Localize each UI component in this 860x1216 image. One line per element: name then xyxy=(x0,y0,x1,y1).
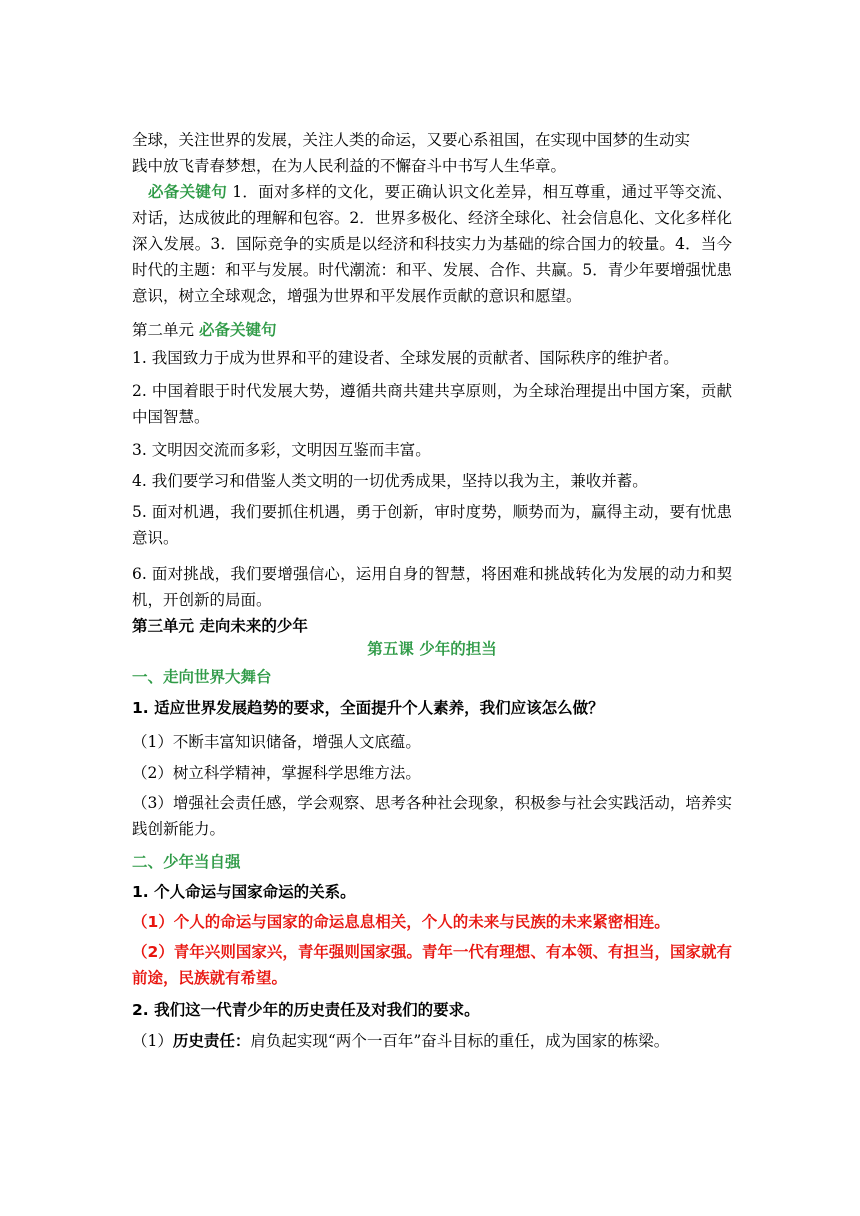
section-1-answer-3: （3）增强社会责任感，学会观察、思考各种社会现象，积极参与社会实践活动，培养实践创新能力。 xyxy=(132,794,732,838)
unit1-key-sentences xyxy=(132,179,732,309)
lesson-name: 少年的担当 xyxy=(419,640,497,658)
unit2-item-1: 1. 我国致力于成为世界和平的建设者、全球发展的贡献者、国际秩序的维护者。 xyxy=(132,349,679,367)
unit2-key-label: 必备关键句 xyxy=(198,321,277,339)
unit3-title: 第三单元 xyxy=(132,617,195,635)
intro-line-1: 全球，关注世界的发展，关注人类的命运，又要心系祖国，在实现中国梦的生动实 xyxy=(132,131,691,149)
section-2-answer-2: （2）青年兴则国家兴，青年强则国家强。青年一代有理想、有本领、有担当，国家就有前途，民族就有希望。 xyxy=(132,943,732,987)
lesson-title xyxy=(132,636,732,662)
section-2-heading: 二、少年当自强 xyxy=(132,853,241,871)
section-2-question-2: 2. 我们这一代青少年的历史责任及对我们的要求。 xyxy=(132,1001,480,1019)
answer-number: （1） xyxy=(132,1032,173,1050)
lesson-number: 第五课 xyxy=(367,640,414,658)
history-responsibility-label: 历史责任： xyxy=(172,1032,251,1050)
section-1-answer-2: （2）树立科学精神，掌握科学思维方法。 xyxy=(132,764,421,782)
unit1-key-text: 1．面对多样的文化，要正确认识文化差异，相互尊重，通过平等交流、对话，达成彼此的理解和包容。2．世界多极化、经济全球化、社会信息化、文化多样化深入发展。3．国际竞争的实质是以经济和科技实力为基础的综合国力的较量。4．当今时代的主题：和平与发展。时代潮流：和平、发展、合作、共赢。5．青少年要增强忧患意识，树立全球观念，增强为世界和平发展作贡献的意识和愿望。 xyxy=(132,183,732,305)
unit2-item-5: 5. 面对机遇，我们要抓住机遇，勇于创新，审时度势，顺势而为，赢得主动，要有忧患意识。 xyxy=(132,503,732,547)
section-1-question: 1. 适应世界发展趋势的要求，全面提升个人素养，我们应该怎么做？ xyxy=(132,699,604,717)
intro-line-2: 践中放飞青春梦想，在为人民利益的不懈奋斗中书写人生华章。 xyxy=(132,157,567,175)
section-2-question-1: 1. 个人命运与国家命运的关系。 xyxy=(132,883,356,901)
unit3-subtitle: 走向未来的少年 xyxy=(199,617,308,635)
section-2-answer-3 xyxy=(132,1028,732,1054)
unit2-item-4: 4. 我们要学习和借鉴人类文明的一切优秀成果，坚持以我为主，兼收并蓄。 xyxy=(132,472,648,490)
unit2-item-3: 3. 文明因交流而多彩，文明因互鉴而丰富。 xyxy=(132,441,431,459)
history-responsibility-text: 肩负起实现“两个一百年”奋斗目标的重任，成为国家的栋梁。 xyxy=(250,1032,670,1050)
section-1-answer-1: （1）不断丰富知识储备，增强人文底蕴。 xyxy=(132,733,421,751)
section-1-heading: 一、走向世界大舞台 xyxy=(132,668,272,686)
unit1-key-label: 必备关键句 xyxy=(148,183,228,201)
section-2-answer-1: （1）个人的命运与国家的命运息息相关，个人的未来与民族的未来紧密相连。 xyxy=(132,913,670,931)
unit2-item-2: 2. 中国着眼于时代发展大势，遵循共商共建共享原则，为全球治理提出中国方案，贡献中国智慧。 xyxy=(132,382,732,426)
unit2-title: 第二单元 xyxy=(132,321,195,339)
unit2-item-6: 6. 面对挑战，我们要增强信心，运用自身的智慧，将困难和挑战转化为发展的动力和契机，开创新的局面。 xyxy=(132,565,732,609)
unit2-heading xyxy=(132,317,732,343)
